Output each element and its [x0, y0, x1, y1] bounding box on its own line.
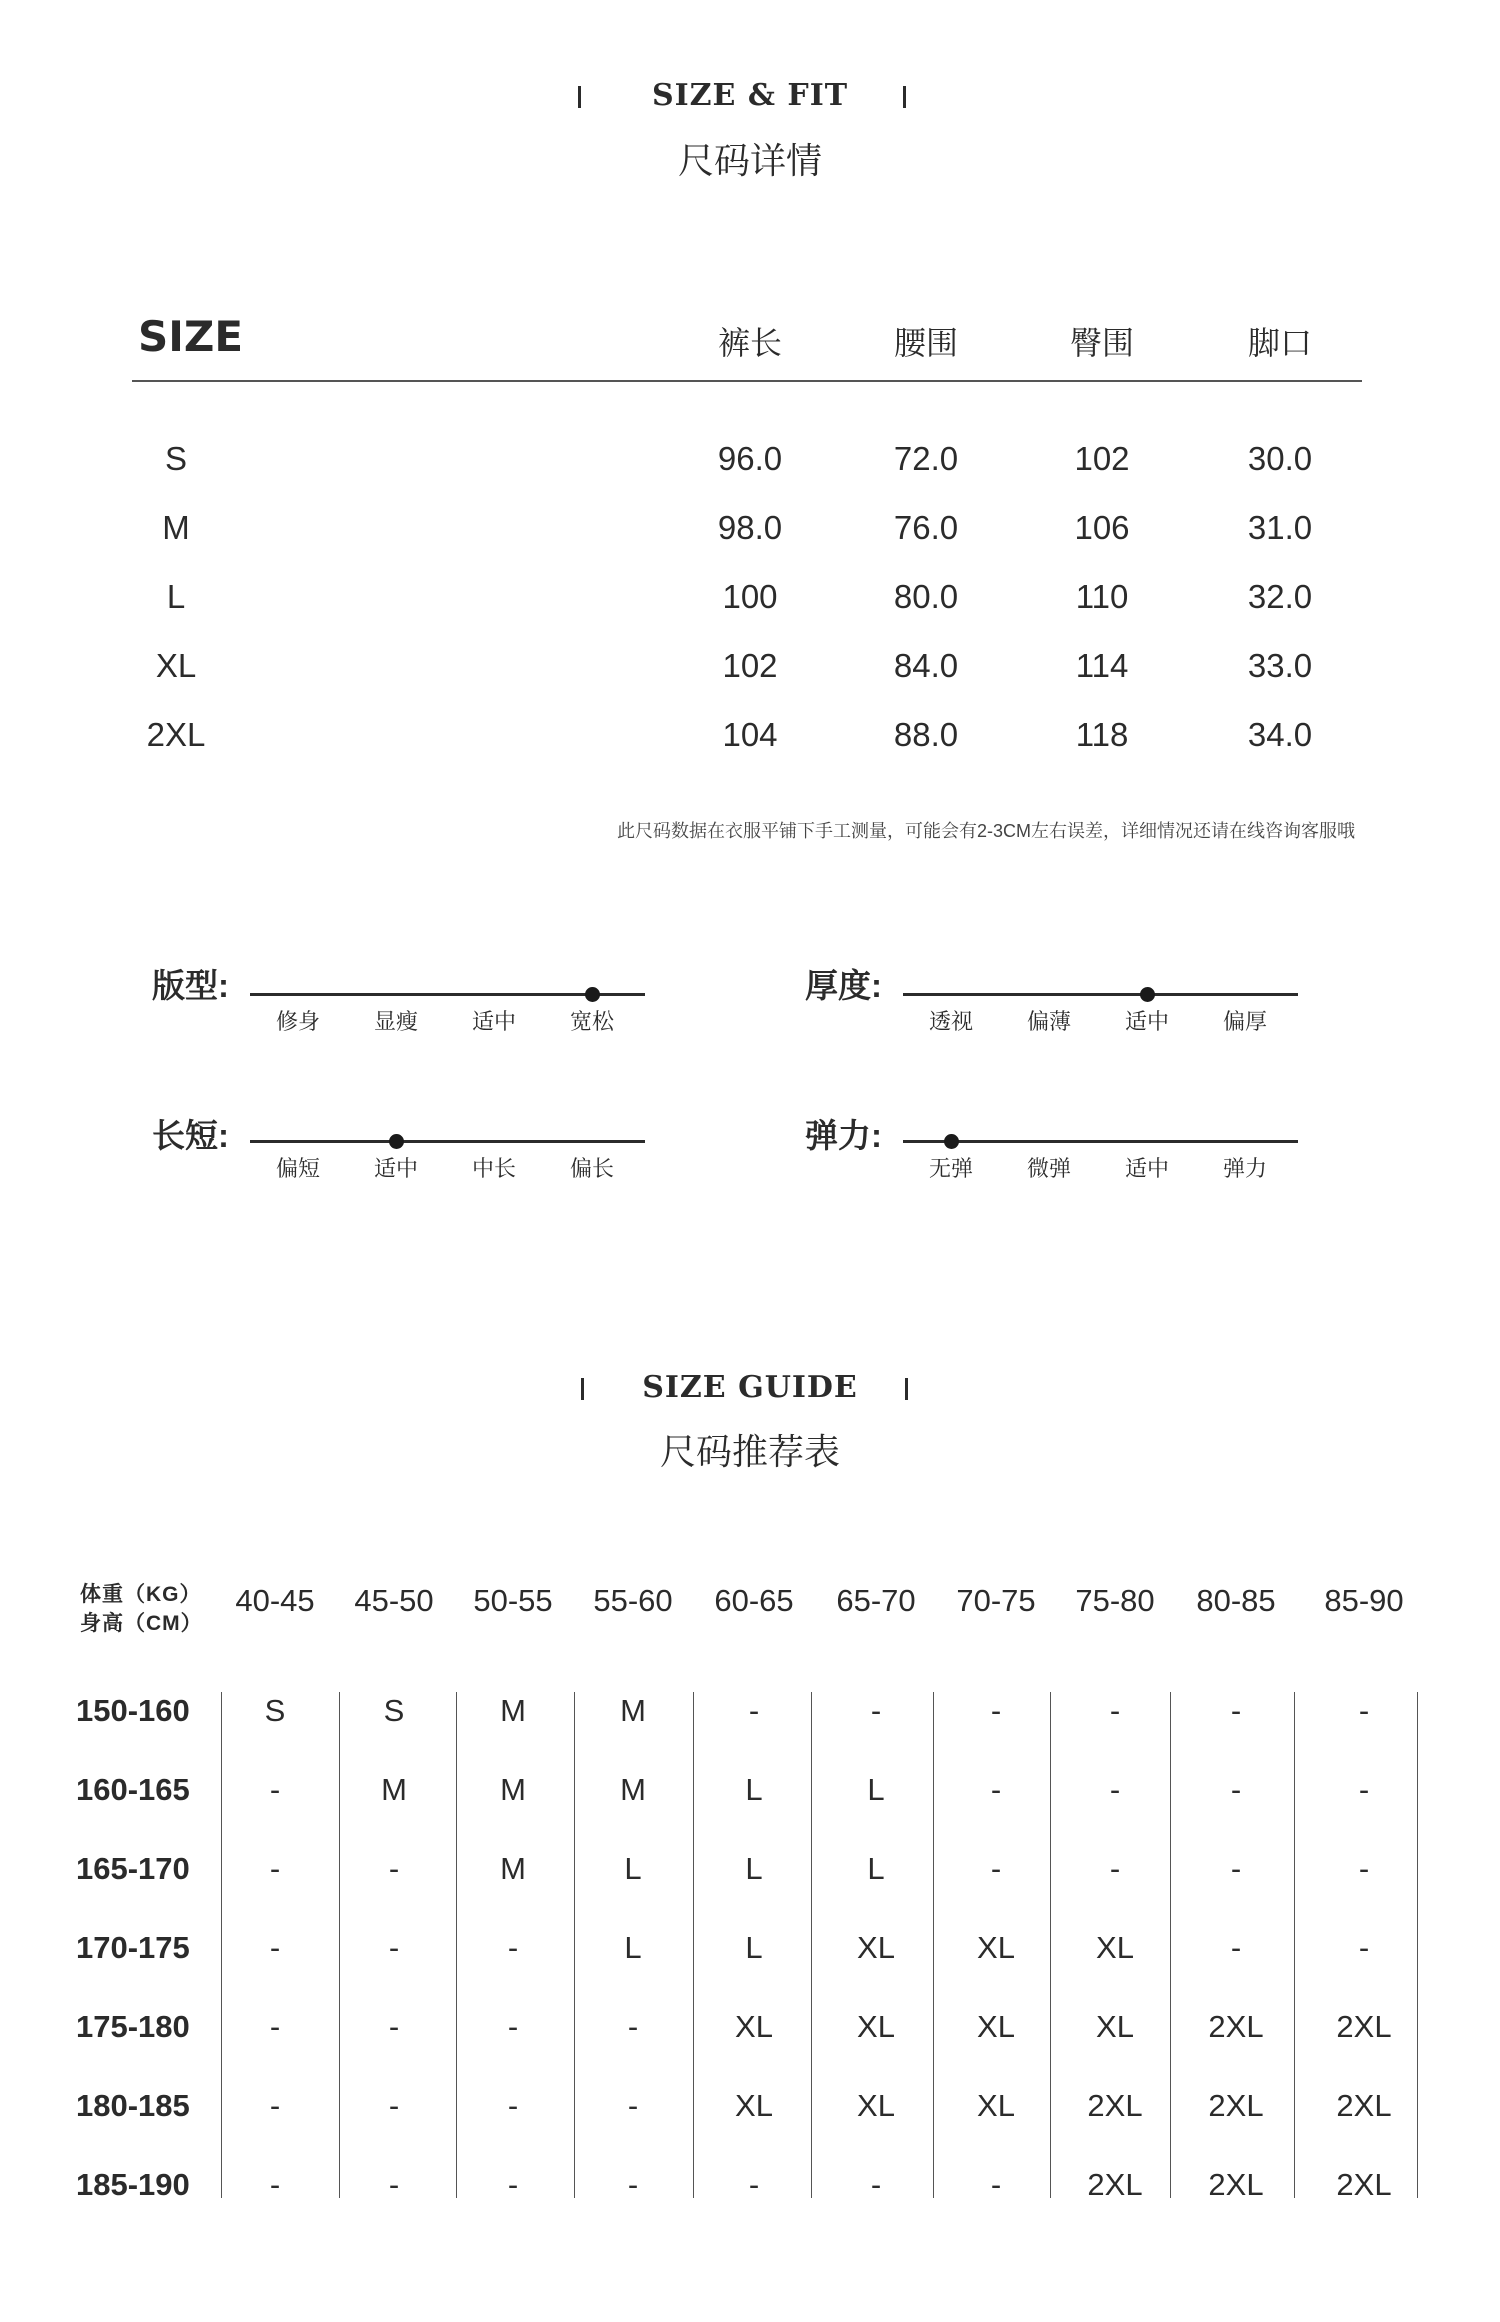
meter-label: 长短: [152, 1117, 229, 1154]
size-guide-title: SIZE GUIDE [642, 1370, 858, 1405]
recommended-size: 2XL [1208, 2088, 1264, 2123]
size-fit-subtitle: 尺码详情 [677, 141, 822, 182]
recommended-size: - [388, 2009, 400, 2044]
recommended-size: L [624, 1930, 642, 1965]
recommended-size: M [381, 1772, 407, 1807]
size-value: 100 [722, 578, 778, 615]
col-header-length: 裤长 [717, 325, 782, 361]
recommended-size: - [269, 2167, 281, 2202]
meter-option: 适中 [471, 1009, 516, 1034]
recommended-size: - [1358, 1693, 1370, 1728]
meter-option: 偏薄 [1026, 1009, 1071, 1034]
grid-divider [933, 1692, 934, 2198]
size-label: XL [155, 647, 197, 684]
meter-option: 显瘦 [373, 1009, 418, 1034]
meter-option: 偏厚 [1222, 1009, 1267, 1034]
recommended-size: - [627, 2009, 639, 2044]
recommended-size: - [388, 1930, 400, 1965]
height-row-label: 175-180 [76, 2009, 190, 2044]
recommended-size: - [627, 2167, 639, 2202]
recommended-size: - [269, 1851, 281, 1886]
recommended-size: L [867, 1772, 885, 1807]
recommended-size: 2XL [1087, 2167, 1143, 2202]
weight-header: 75-80 [1075, 1583, 1155, 1618]
recommended-size: 2XL [1087, 2088, 1143, 2123]
size-value: 106 [1074, 509, 1130, 546]
recommended-size: L [867, 1851, 885, 1886]
recommended-size: - [269, 1930, 281, 1965]
recommended-size: XL [977, 2009, 1015, 2044]
measurement-note: 此尺码数据在衣服平铺下手工测量，可能会有2-3CM左右误差，详细情况还请在线咨询客服哦 [616, 821, 1355, 841]
recommended-size: - [269, 2009, 281, 2044]
recommended-size: - [1109, 1693, 1121, 1728]
recommended-size: M [620, 1693, 646, 1728]
recommended-size: - [269, 2088, 281, 2123]
recommended-size: S [264, 1693, 286, 1728]
axis-height-label: 身高（CM） [80, 1612, 203, 1635]
height-row-label: 150-160 [76, 1693, 190, 1728]
recommended-size: - [388, 2088, 400, 2123]
size-label: M [162, 509, 190, 546]
grid-divider [1170, 1692, 1171, 2198]
recommended-size: XL [735, 2088, 773, 2123]
meter-label: 弹力: [805, 1117, 882, 1154]
recommended-size: - [388, 2167, 400, 2202]
meter-option: 宽松 [569, 1009, 614, 1034]
size-label: S [164, 440, 187, 477]
size-value: 104 [722, 716, 778, 753]
recommended-size: - [1109, 1851, 1121, 1886]
recommended-size: XL [857, 2009, 895, 2044]
recommended-size: - [870, 2167, 882, 2202]
meter-label: 版型: [152, 967, 229, 1004]
size-value: 102 [1074, 440, 1130, 477]
size-value: 76.0 [893, 509, 959, 546]
recommended-size: M [500, 1772, 526, 1807]
size-value: 96.0 [717, 440, 783, 477]
meter-option: 适中 [1124, 1009, 1169, 1034]
meter-track [903, 1140, 1298, 1143]
recommended-size: - [1230, 1851, 1242, 1886]
meter-option: 适中 [1124, 1156, 1169, 1181]
grid-divider [1294, 1692, 1295, 2198]
grid-divider [811, 1692, 812, 2198]
weight-header: 80-85 [1196, 1583, 1276, 1618]
meter-marker-dot [944, 1134, 959, 1149]
height-row-label: 170-175 [76, 1930, 190, 1965]
size-value: 32.0 [1247, 578, 1313, 615]
recommended-size: L [745, 1772, 763, 1807]
recommended-size: 2XL [1208, 2009, 1264, 2044]
recommended-size: - [507, 1930, 519, 1965]
weight-header: 65-70 [836, 1583, 916, 1618]
meter-option: 偏短 [275, 1156, 320, 1181]
weight-header: 70-75 [956, 1583, 1036, 1618]
recommended-size: M [500, 1693, 526, 1728]
meter-option: 修身 [275, 1009, 320, 1034]
meter-option: 无弹 [928, 1156, 973, 1181]
col-header-hip: 臀围 [1069, 325, 1134, 361]
grid-divider [574, 1692, 575, 2198]
meter-option: 透视 [928, 1009, 973, 1034]
recommended-size: 2XL [1336, 2088, 1392, 2123]
grid-divider [693, 1692, 694, 2198]
size-value: 88.0 [893, 716, 959, 753]
recommended-size: 2XL [1336, 2009, 1392, 2044]
size-value: 33.0 [1247, 647, 1313, 684]
meter-option: 微弹 [1026, 1156, 1071, 1181]
size-value: 84.0 [893, 647, 959, 684]
size-column-header: SIZE [138, 312, 244, 361]
size-value: 110 [1075, 578, 1129, 615]
axis-weight-label: 体重（KG） [80, 1583, 202, 1606]
weight-header: 50-55 [473, 1583, 553, 1618]
recommended-size: M [500, 1851, 526, 1886]
recommended-size: - [1109, 1772, 1121, 1807]
height-row-label: 160-165 [76, 1772, 190, 1807]
size-value: 80.0 [893, 578, 959, 615]
recommended-size: L [745, 1930, 763, 1965]
recommended-size: - [748, 2167, 760, 2202]
height-row-label: 185-190 [76, 2167, 190, 2202]
recommended-size: - [1358, 1930, 1370, 1965]
recommended-size: S [383, 1693, 405, 1728]
col-header-waist: 腰围 [893, 325, 958, 361]
weight-header: 40-45 [235, 1583, 315, 1618]
meter-option: 偏长 [569, 1156, 614, 1181]
recommended-size: - [1230, 1693, 1242, 1728]
recommended-size: XL [1096, 1930, 1134, 1965]
size-value: 118 [1075, 716, 1129, 753]
grid-divider [456, 1692, 457, 2198]
size-guide-subtitle: 尺码推荐表 [659, 1432, 840, 1473]
recommended-size: - [748, 1693, 760, 1728]
recommended-size: - [1230, 1930, 1242, 1965]
weight-header: 55-60 [593, 1583, 673, 1618]
size-label: 2XL [146, 716, 206, 753]
weight-header: 85-90 [1324, 1583, 1404, 1618]
recommended-size: L [624, 1851, 642, 1886]
recommended-size: - [627, 2088, 639, 2123]
col-header-hem: 脚口 [1247, 325, 1312, 361]
size-value: 72.0 [893, 440, 959, 477]
size-fit-title: SIZE & FIT [651, 78, 849, 113]
meter-option: 弹力 [1222, 1156, 1267, 1181]
size-value: 114 [1075, 647, 1129, 684]
recommended-size: XL [857, 1930, 895, 1965]
height-row-label: 165-170 [76, 1851, 190, 1886]
weight-header: 60-65 [714, 1583, 794, 1618]
meter-marker-dot [389, 1134, 404, 1149]
recommended-size: - [507, 2167, 519, 2202]
recommended-size: - [990, 1693, 1002, 1728]
recommended-size: - [990, 2167, 1002, 2202]
recommended-size: - [990, 1851, 1002, 1886]
meter-option: 适中 [373, 1156, 418, 1181]
recommended-size: L [745, 1851, 763, 1886]
meter-label: 厚度: [805, 967, 882, 1004]
recommended-size: - [269, 1772, 281, 1807]
recommended-size: - [990, 1772, 1002, 1807]
recommended-size: - [1230, 1772, 1242, 1807]
size-value: 102 [722, 647, 778, 684]
meter-marker-dot [585, 987, 600, 1002]
meter-track [250, 1140, 645, 1143]
size-value: 30.0 [1247, 440, 1313, 477]
recommended-size: 2XL [1208, 2167, 1264, 2202]
recommended-size: XL [977, 1930, 1015, 1965]
table-divider [132, 380, 1362, 382]
weight-header: 45-50 [354, 1583, 434, 1618]
recommended-size: - [1358, 1772, 1370, 1807]
meter-marker-dot [1140, 987, 1155, 1002]
meter-track [903, 993, 1298, 996]
recommended-size: XL [735, 2009, 773, 2044]
size-label: L [166, 578, 186, 615]
size-value: 34.0 [1247, 716, 1313, 753]
meter-option: 中长 [471, 1156, 516, 1181]
size-value: 31.0 [1247, 509, 1313, 546]
recommended-size: - [1358, 1851, 1370, 1886]
recommended-size: XL [977, 2088, 1015, 2123]
recommended-size: 2XL [1336, 2167, 1392, 2202]
recommended-size: XL [1096, 2009, 1134, 2044]
recommended-size: XL [857, 2088, 895, 2123]
recommended-size: - [870, 1693, 882, 1728]
height-row-label: 180-185 [76, 2088, 190, 2123]
recommended-size: M [620, 1772, 646, 1807]
recommended-size: - [507, 2009, 519, 2044]
recommended-size: - [388, 1851, 400, 1886]
size-value: 98.0 [717, 509, 783, 546]
recommended-size: - [507, 2088, 519, 2123]
